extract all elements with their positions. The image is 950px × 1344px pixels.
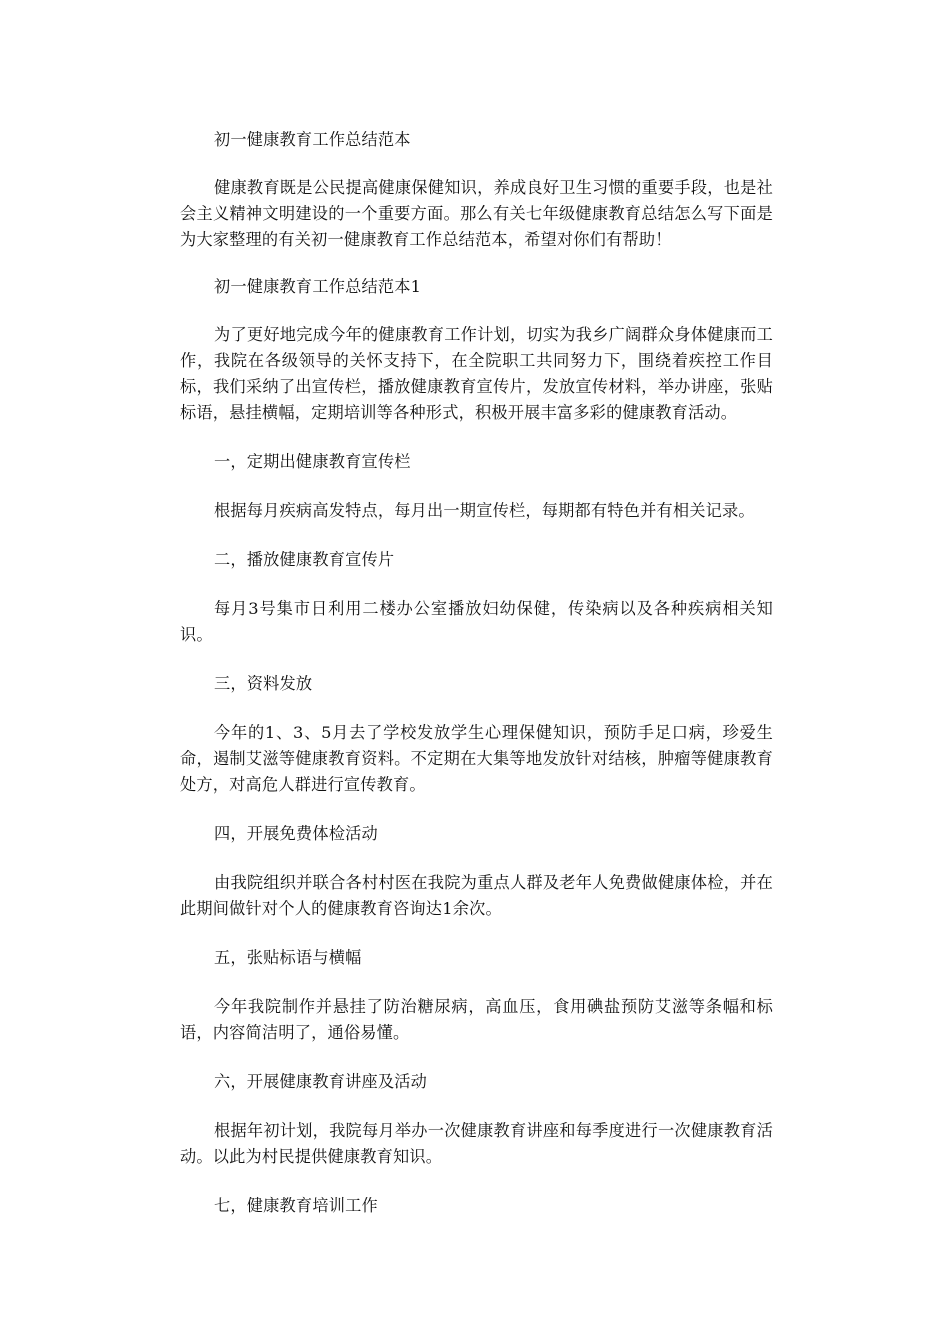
item-heading-5: 五，张贴标语与横幅 xyxy=(214,948,362,967)
item-body-5: 今年我院制作并悬挂了防治糖尿病，高血压，食用碘盐预防艾滋等条幅和标语，内容简洁明了，通俗易懂。 xyxy=(180,997,773,1042)
item-body-4: 由我院组织并联合各村村医在我院为重点人群及老年人免费做健康体检，并在此期间做针对个人的健康教育咨询达1余次。 xyxy=(180,873,773,918)
item-heading-2: 二，播放健康教育宣传片 xyxy=(214,550,395,569)
item-body-3: 今年的1、3、5月去了学校发放学生心理保健知识，预防手足口病，珍爱生命，遏制艾滋等健康教育资料。不定期在大集等地发放针对结核，肿瘤等健康教育处方，对高危人群进行宣传教育。 xyxy=(180,723,773,794)
item-heading-1: 一，定期出健康教育宣传栏 xyxy=(214,452,411,471)
item-heading-7: 七，健康教育培训工作 xyxy=(214,1196,378,1215)
section-intro-paragraph: 为了更好地完成今年的健康教育工作计划，切实为我乡广阔群众身体健康而工作，我院在各级领导的关怀支持下，在全院职工共同努力下，围绕着疾控工作目标，我们采纳了出宣传栏，播放健康教育宣传片，发放宣传材料，举办讲座，张贴标语，悬挂横幅，定期培训等各种形式，积极开展丰富多彩的健康教育活动。 xyxy=(180,325,773,422)
item-body-1: 根据每月疾病高发特点，每月出一期宣传栏，每期都有特色并有相关记录。 xyxy=(214,501,755,520)
item-body-6: 根据年初计划，我院每月举办一次健康教育讲座和每季度进行一次健康教育活动。以此为村民提供健康教育知识。 xyxy=(180,1121,773,1166)
item-heading-3: 三，资料发放 xyxy=(214,674,313,693)
item-heading-6: 六，开展健康教育讲座及活动 xyxy=(214,1072,428,1091)
item-heading-4: 四，开展免费体检活动 xyxy=(214,824,378,843)
section-title: 初一健康教育工作总结范本1 xyxy=(214,277,422,296)
document-title: 初一健康教育工作总结范本 xyxy=(214,130,411,149)
item-body-2: 每月3号集市日利用二楼办公室播放妇幼保健，传染病以及各种疾病相关知识。 xyxy=(180,599,773,644)
intro-paragraph: 健康教育既是公民提高健康保健知识，养成良好卫生习惯的重要手段，也是社会主义精神文明建设的一个重要方面。那么有关七年级健康教育总结怎么写下面是为大家整理的有关初一健康教育工作总结范本，希望对你们有帮助！ xyxy=(180,178,773,249)
